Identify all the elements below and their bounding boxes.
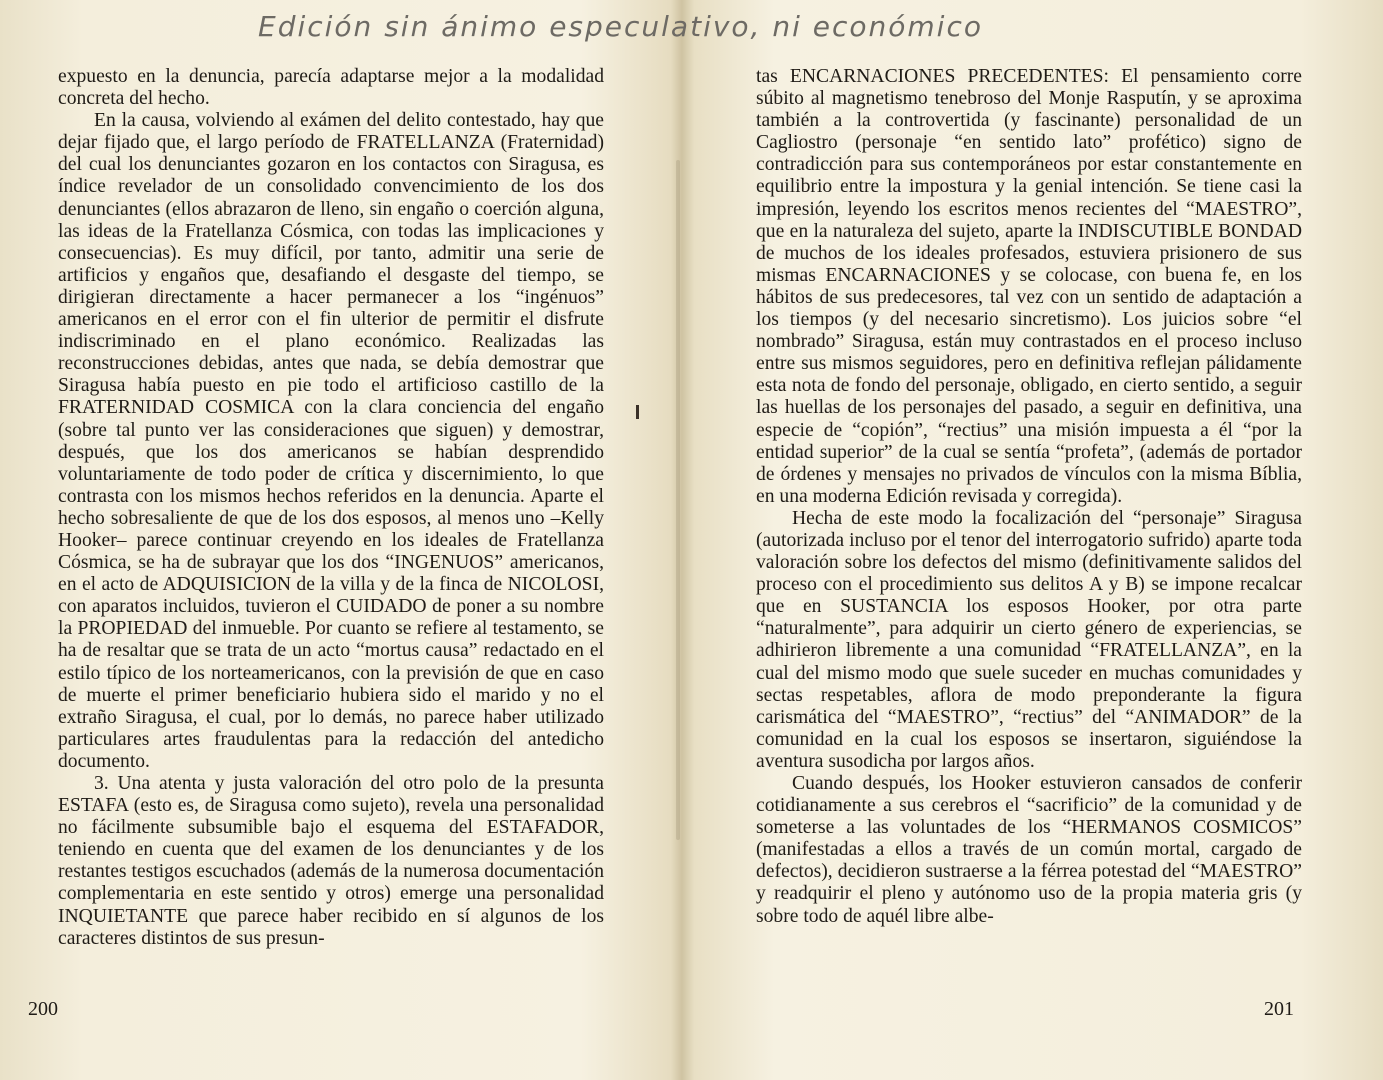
page-fold xyxy=(676,160,680,840)
ink-mark xyxy=(636,405,639,419)
right-page-number: 201 xyxy=(1264,998,1294,1020)
right-paragraph-3: Cuando después, los Hooker estuvieron cansados de conferir cotidianamente a sus cerebros el “sacrificio” de la comunidad y de someterse a las voluntades de los “HERMANOS COSMICOS” (manifestadas a ellos a través de un común mortal, cargado de defectos), decidieron sustraerse a la férrea potestad del “MAESTRO” y readquirir el pleno y autónomo uso de la propia materia gris (y sobre todo de aquél libre albe- xyxy=(756,773,1302,927)
left-paragraph-3: 3. Una atenta y justa valoración del otro polo de la presunta ESTAFA (esto es, de Siragusa como sujeto), revela una personalidad no fácilmente subsumible bajo el esquema del ESTAFADOR, teniendo en cuenta que del examen de los denunciantes y de los restantes testigos escuchados (además de la numerosa documentación complementaria en este sentido y otros) emerge una personalidad INQUIETANTE que parece haber recibido en sí algunos de los caracteres distintos de sus presun- xyxy=(58,773,604,949)
right-page xyxy=(756,66,1302,928)
left-paragraph-2: En la causa, volviendo al exámen del delito contestado, hay que dejar fijado que, el largo período de FRATELLANZA (Fraternidad) del cual los denunciantes gozaron en los contactos con Siragusa, es índice revelador de un consolidado convencimiento de los dos denunciantes (ellos abrazaron de lleno, sin engaño o coerción alguna, las ideas de la Fratellanza Cósmica, con todas las implicaciones y consecuencias). Es muy difícil, por tanto, admitir una serie de artificios y engaños que, desafiando el desgaste del tiempo, se dirigieran directamente a hacer permanecer a los “ingénuos” americanos en el error con el fin ulterior de permitir el disfrute indiscriminado en el plano económico. Realizadas las reconstrucciones debidas, antes que nada, se debía demostrar que Siragusa había puesto en pie todo el artificioso castillo de la FRATERNIDAD COSMICA con la clara conciencia del engaño (sobre tal punto ver las consideraciones que siguen) y demostrar, después, que los dos americanos se habían desprendido voluntariamente de todo poder de crítica y discernimiento, lo que contrasta con los mismos hechos referidos en la denuncia. Aparte el hecho sobresaliente de que de los dos esposos, al menos uno –Kelly Hooker– parece continuar creyendo en los ideales de Fratellanza Cósmica, se ha de subrayar que los dos “INGENUOS” americanos, en el acto de ADQUISICION de la villa y de la finca de NICOLOSI, con aparatos incluidos, tuvieron el CUIDADO de poner a su nombre la PROPIEDAD del inmueble. Por cuanto se refiere al testamento, se ha de resaltar que se trata de un acto “mortus causa” redactado en el estilo típico de los norteamericanos, con la previsión de que en caso de muerte el primer beneficiario hubiera sido el marido y no el extraño Siragusa, el cual, por lo demás, no parece haber utilizado particulares artes fraudulentas para la redacción del antedicho documento. xyxy=(58,110,604,772)
handwritten-stamp: Edición sin ánimo especulativo, ni económico xyxy=(258,10,983,43)
left-paragraph-1: expuesto en la denuncia, parecía adaptarse mejor a la modalidad concreta del hecho. xyxy=(58,66,604,110)
left-page xyxy=(58,66,604,950)
right-paragraph-2: Hecha de este modo la focalización del “personaje” Siragusa (autorizada incluso por el tenor del interrogatorio sufrido) aparte toda valoración sobre los defectos del mismo (definitivamente salidos del proceso con el procedimiento sus delitos A y B) se impone recalcar que en SUSTANCIA los esposos Hooker, por otra parte “naturalmente”, para adquirir un cierto género de experiencias, se adhirieron libremente a una comunidad “FRATELLANZA”, en la cual del mismo modo que suele suceder en muchas comunidades y sectas respetables, aflora de modo preponderante la figura carismática del “MAESTRO”, “rectius” del “ANIMADOR” de la comunidad en la cual los esposos se insertaron, siguiéndose la aventura susodicha por largos años. xyxy=(756,507,1302,772)
left-page-number: 200 xyxy=(28,998,58,1020)
right-paragraph-1: tas ENCARNACIONES PRECEDENTES: El pensamiento corre súbito al magnetismo tenebroso del Monje Rasputín, y se aproxima también a la controvertida (y fascinante) personalidad de un Cagliostro (personaje “en sentido lato” profético) signo de contradicción para sus contemporáneos por estar constantemente en equilibrio entre la impostura y la genial intención. Se tiene casi la impresión, leyendo los escritos menos recientes del “MAESTRO”, que en la naturaleza del sujeto, aparte la INDISCUTIBLE BONDAD de muchos de los ideales profesados, estuviera prisionero de sus mismas ENCARNACIONES y se colocase, con buena fe, en los hábitos de sus predecesores, tal vez con un sentido de adaptación a los tiempos (y del necesario sincretismo). Los juicios sobre “el nombrado” Siragusa, están muy contrastados en el proceso incluso entre sus mismos seguidores, pero en definitiva reflejan pálidamente esta nota de fondo del personaje, obligado, en cierto sentido, a seguir las huellas de los personajes del pasado, a seguir en definitiva, una especie de “copión”, “rectius” una misión impuesta a él “por la entidad superior” de la cual se sentía “profeta”, (además de portador de órdenes y mensajes no privados de vínculos con la misma Bíblia, en una moderna Edición revisada y corregida). xyxy=(756,66,1302,507)
